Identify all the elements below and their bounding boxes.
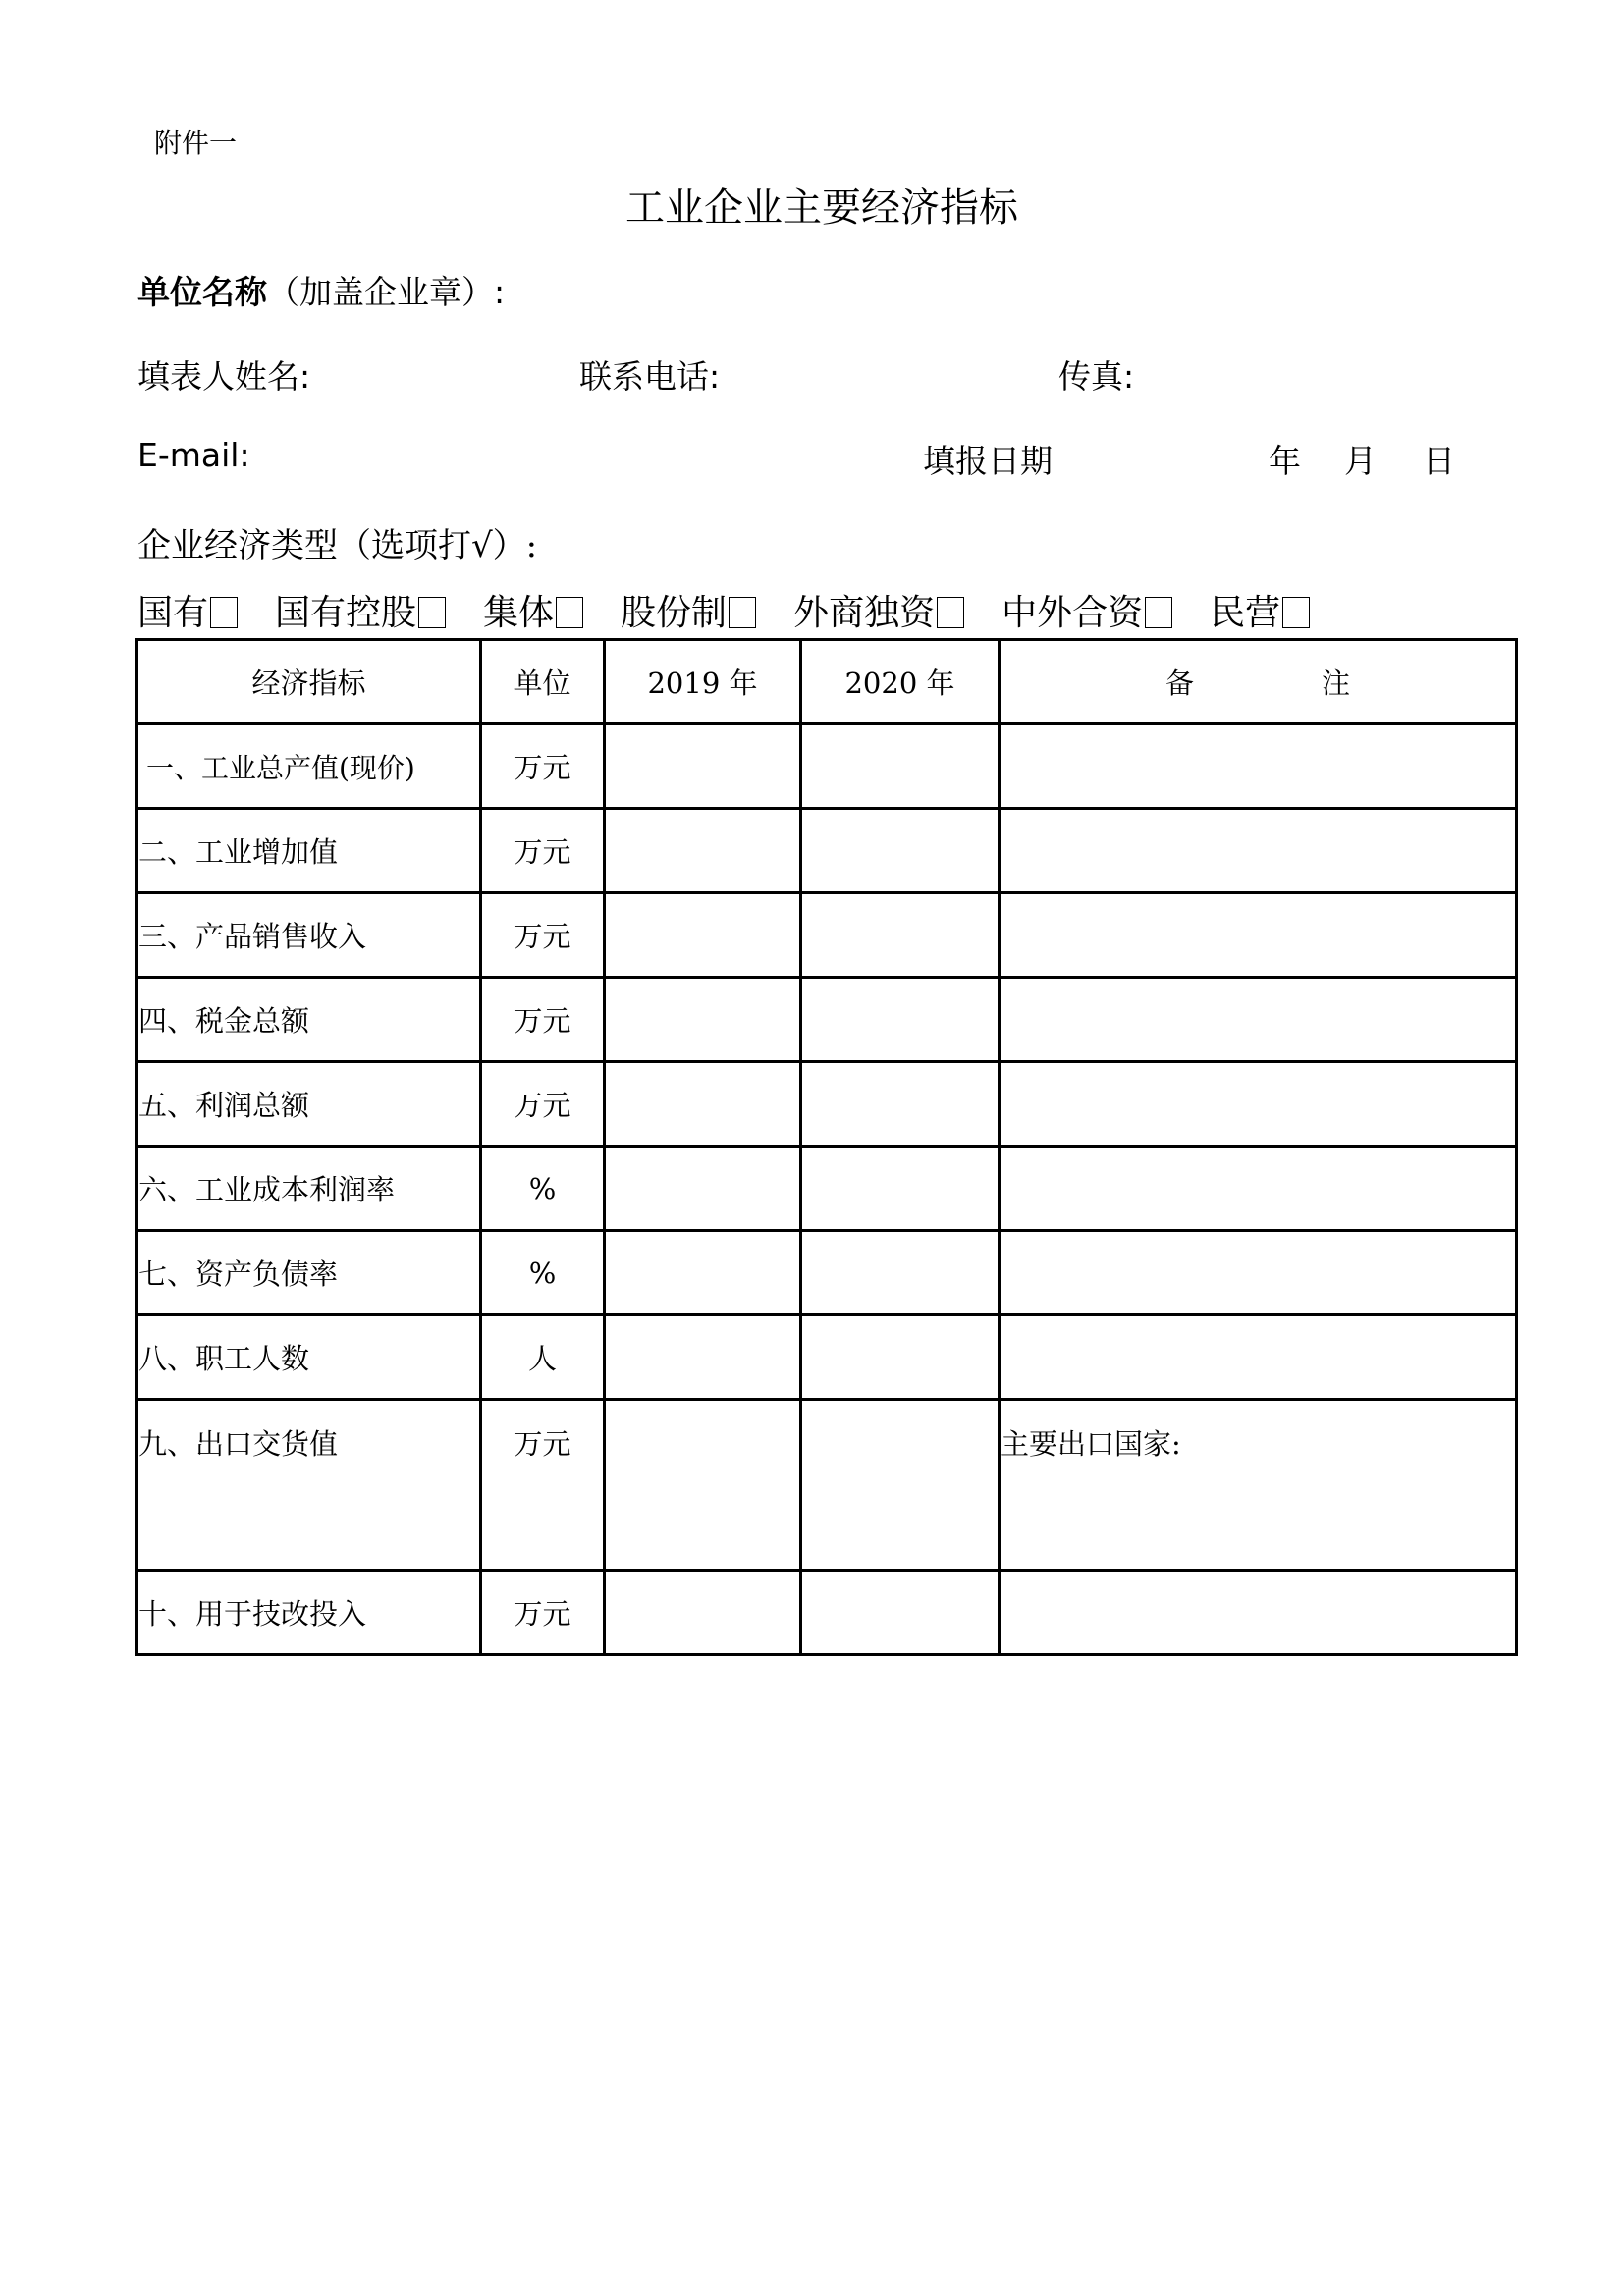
value-2020-cell[interactable] [801, 1231, 1000, 1315]
option-state-controlled[interactable] [275, 585, 446, 635]
remark-cell[interactable] [1000, 1571, 1517, 1655]
unit-cell: 万元 [481, 1400, 605, 1571]
remark-cell[interactable] [1000, 809, 1517, 893]
year-label: 年 [1269, 442, 1301, 480]
col-header-indicator: 经济指标 [137, 640, 481, 724]
value-2020-cell[interactable] [801, 1571, 1000, 1655]
value-2019-cell[interactable] [605, 1315, 801, 1400]
table-row [137, 1147, 1517, 1231]
option-label: 国有 [137, 593, 209, 633]
indicator-cell: 九、出口交货值 [137, 1400, 481, 1571]
remark-header-part1: 备 [1164, 667, 1194, 700]
table-row [137, 1062, 1517, 1147]
unit-name-label: 单位名称 [137, 273, 267, 311]
checkbox-icon[interactable] [556, 597, 583, 628]
remark-cell[interactable] [1000, 724, 1517, 809]
remark-header-part2: 注 [1322, 667, 1351, 700]
table-row [137, 809, 1517, 893]
value-2020-cell[interactable] [801, 978, 1000, 1062]
table-row [137, 1315, 1517, 1400]
value-2019-cell[interactable] [605, 724, 801, 809]
indicator-cell: 三、产品销售收入 [137, 893, 481, 978]
unit-cell: 万元 [481, 1062, 605, 1147]
checkbox-icon[interactable] [937, 597, 964, 628]
unit-cell: 万元 [481, 1571, 605, 1655]
checkbox-icon[interactable] [729, 597, 756, 628]
value-2019-cell[interactable] [605, 978, 801, 1062]
indicators-table [135, 638, 1518, 1656]
filler-name-label: 填表人姓名: [137, 357, 311, 396]
col-header-unit: 单位 [481, 640, 605, 724]
value-2020-cell[interactable] [801, 1400, 1000, 1571]
remark-cell[interactable] [1000, 893, 1517, 978]
indicator-cell: 六、工业成本利润率 [137, 1147, 481, 1231]
col-header-remark [1000, 640, 1517, 724]
indicator-cell: 七、资产负债率 [137, 1231, 481, 1315]
option-label: 集体 [483, 593, 555, 633]
table-row [137, 1400, 1517, 1571]
indicator-cell: 八、职工人数 [137, 1315, 481, 1400]
fax-field[interactable] [1058, 351, 1134, 398]
table-row [137, 978, 1517, 1062]
value-2019-cell[interactable] [605, 893, 801, 978]
value-2020-cell[interactable] [801, 1062, 1000, 1147]
email-label: E-mail: [137, 436, 250, 474]
unit-cell: 万元 [481, 724, 605, 809]
indicator-cell: 二、工业增加值 [137, 809, 481, 893]
unit-cell: 万元 [481, 809, 605, 893]
table-row [137, 893, 1517, 978]
table-row [137, 1571, 1517, 1655]
checkbox-icon[interactable] [418, 597, 446, 628]
col-header-2019: 2019 年 [605, 640, 801, 724]
indicator-cell: 五、利润总额 [137, 1062, 481, 1147]
indicator-cell: 四、税金总额 [137, 978, 481, 1062]
value-2020-cell[interactable] [801, 1315, 1000, 1400]
date-field[interactable] [923, 436, 1053, 482]
option-label: 股份制 [621, 593, 728, 633]
value-2020-cell[interactable] [801, 724, 1000, 809]
attachment-label: 附件一 [154, 127, 238, 159]
day-label: 日 [1423, 442, 1455, 480]
fax-label: 传真: [1058, 357, 1135, 396]
table-header-row [137, 640, 1517, 724]
unit-cell: % [481, 1231, 605, 1315]
unit-name-note: （加盖企业章）: [267, 273, 506, 311]
unit-cell: 人 [481, 1315, 605, 1400]
option-state-owned[interactable] [137, 585, 238, 635]
value-2019-cell[interactable] [605, 1400, 801, 1571]
option-private[interactable] [1210, 585, 1310, 635]
indicator-cell: 一、工业总产值(现价) [137, 724, 481, 809]
checkbox-icon[interactable] [1145, 597, 1172, 628]
checkbox-icon[interactable] [210, 597, 238, 628]
checkbox-icon[interactable] [1282, 597, 1310, 628]
option-label: 国有控股 [275, 593, 417, 633]
remark-cell[interactable] [1000, 1231, 1517, 1315]
unit-cell: 万元 [481, 893, 605, 978]
indicator-cell: 十、用于技改投入 [137, 1571, 481, 1655]
remark-cell-export-countries[interactable]: 主要出口国家: [1000, 1400, 1517, 1571]
unit-cell: % [481, 1147, 605, 1231]
unit-cell: 万元 [481, 978, 605, 1062]
remark-cell[interactable] [1000, 1147, 1517, 1231]
value-2020-cell[interactable] [801, 893, 1000, 978]
option-label: 外商独资 [793, 593, 936, 633]
value-2019-cell[interactable] [605, 1062, 801, 1147]
value-2019-cell[interactable] [605, 1231, 801, 1315]
table-row [137, 724, 1517, 809]
email-field[interactable] [137, 436, 250, 474]
remark-cell[interactable] [1000, 1315, 1517, 1400]
page-title: 工业企业主要经济指标 [625, 186, 1018, 231]
value-2020-cell[interactable] [801, 809, 1000, 893]
option-label: 中外合资 [1001, 593, 1144, 633]
option-foreign-owned[interactable] [793, 585, 964, 635]
option-label: 民营 [1210, 593, 1281, 633]
phone-label: 联系电话: [579, 357, 721, 396]
value-2019-cell[interactable] [605, 1571, 801, 1655]
value-2020-cell[interactable] [801, 1147, 1000, 1231]
month-label: 月 [1344, 442, 1377, 480]
remark-cell[interactable] [1000, 978, 1517, 1062]
economic-type-options [137, 585, 1310, 635]
value-2019-cell[interactable] [605, 809, 801, 893]
unit-name-field[interactable] [137, 267, 505, 313]
date-label: 填报日期 [923, 442, 1053, 480]
phone-field[interactable] [579, 351, 720, 398]
option-collective[interactable] [483, 585, 583, 635]
col-header-2020: 2020 年 [801, 640, 1000, 724]
remark-cell[interactable] [1000, 1062, 1517, 1147]
economic-type-label: 企业经济类型（选项打√）: [137, 526, 538, 565]
value-2019-cell[interactable] [605, 1147, 801, 1231]
option-joint-stock[interactable] [621, 585, 756, 635]
option-joint-venture[interactable] [1001, 585, 1172, 635]
table-row [137, 1231, 1517, 1315]
filler-name-field[interactable] [137, 351, 310, 398]
